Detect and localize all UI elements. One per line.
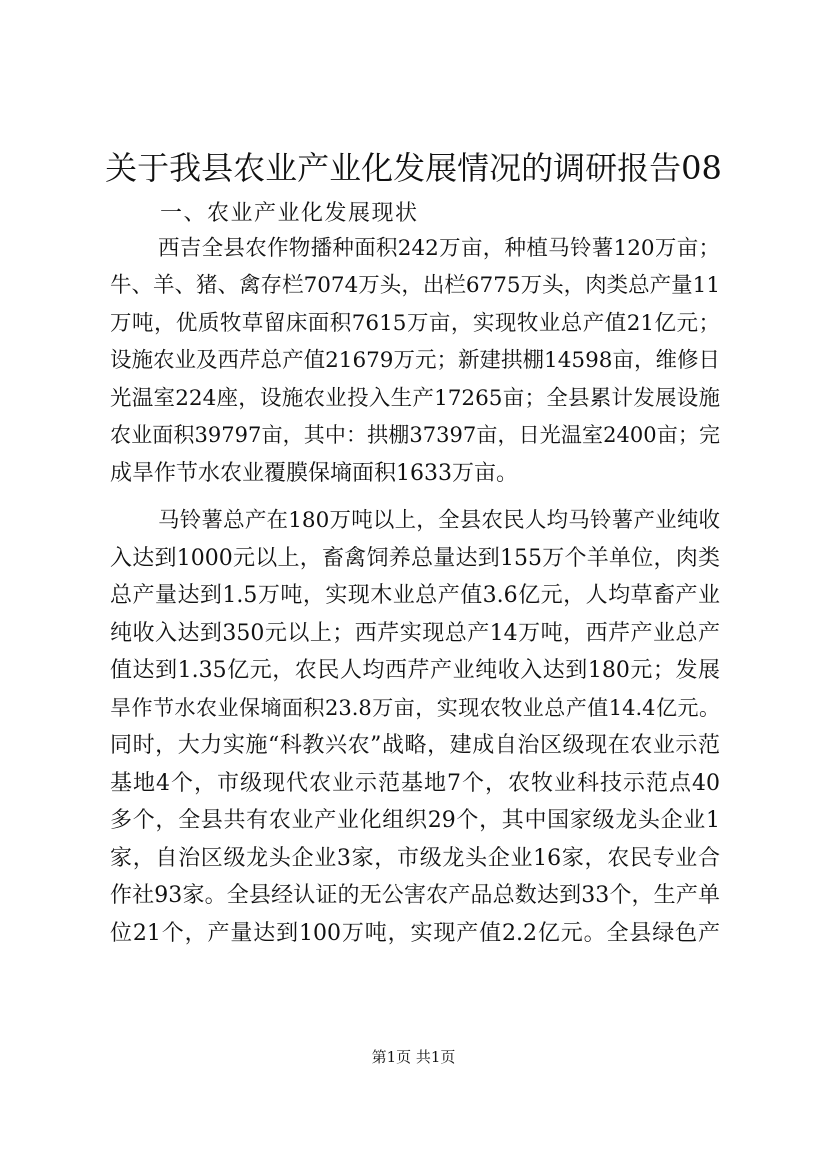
paragraph-line: 马铃薯总产在180万吨以上，全县农民人均马铃薯产业纯收 xyxy=(158,508,720,533)
paragraph-line: 位21个，产量达到100万吨，实现产值2.2亿元。全县绿色产 xyxy=(110,921,720,946)
page-footer: 第1页 共1页 xyxy=(371,1048,456,1066)
paragraph-line: 成旱作节水农业覆膜保墒面积1633万亩。 xyxy=(110,461,518,486)
section-heading: 一、农业产业化发展现状 xyxy=(160,201,419,226)
paragraph-line: 西吉全县农作物播种面积242万亩，种植马铃薯120万亩； xyxy=(158,236,720,261)
paragraph-line: 值达到1.35亿元，农民人均西芹产业纯收入达到180元；发展 xyxy=(110,658,720,683)
paragraph-line: 万吨，优质牧草留床面积7615万亩，实现牧业总产值21亿元； xyxy=(110,311,720,336)
paragraph-line: 设施农业及西芹总产值21679万元；新建拱棚14598亩，维修日 xyxy=(110,348,720,373)
paragraph-line: 总产量达到1.5万吨，实现木业总产值3.6亿元，人均草畜产业 xyxy=(110,583,720,608)
paragraph-line: 多个，全县共有农业产业化组织29个，其中国家级龙头企业1 xyxy=(110,808,720,833)
paragraph-line: 牛、羊、猪、禽存栏7074万头，出栏6775万头，肉类总产量11 xyxy=(110,273,720,298)
paragraph-line: 光温室224座，设施农业投入生产17265亩；全县累计发展设施 xyxy=(110,386,720,411)
paragraph-line: 家，自治区级龙头企业3家，市级龙头企业16家，农民专业合 xyxy=(110,846,720,871)
document-title: 关于我县农业产业化发展情况的调研报告08 xyxy=(105,149,722,187)
paragraph-line: 作社93家。全县经认证的无公害农产品总数达到33个，生产单 xyxy=(110,883,720,908)
paragraph-line: 旱作节水农业保墒面积23.8万亩，实现农牧业总产值14.4亿元。 xyxy=(110,696,720,720)
paragraph-line: 纯收入达到350元以上；西芹实现总产14万吨，西芹产业总产 xyxy=(110,621,720,646)
paragraph-line: 入达到1000元以上，畜禽饲养总量达到155万个羊单位，肉类 xyxy=(110,546,720,571)
paragraph-line: 基地4个，市级现代农业示范基地7个，农牧业科技示范点40 xyxy=(110,771,720,796)
paragraph-line: 同时，大力实施“科教兴农”战略，建成自治区级现在农业示范 xyxy=(110,733,720,758)
paragraph-line: 农业面积39797亩，其中：拱棚37397亩，日光温室2400亩；完 xyxy=(110,423,720,447)
